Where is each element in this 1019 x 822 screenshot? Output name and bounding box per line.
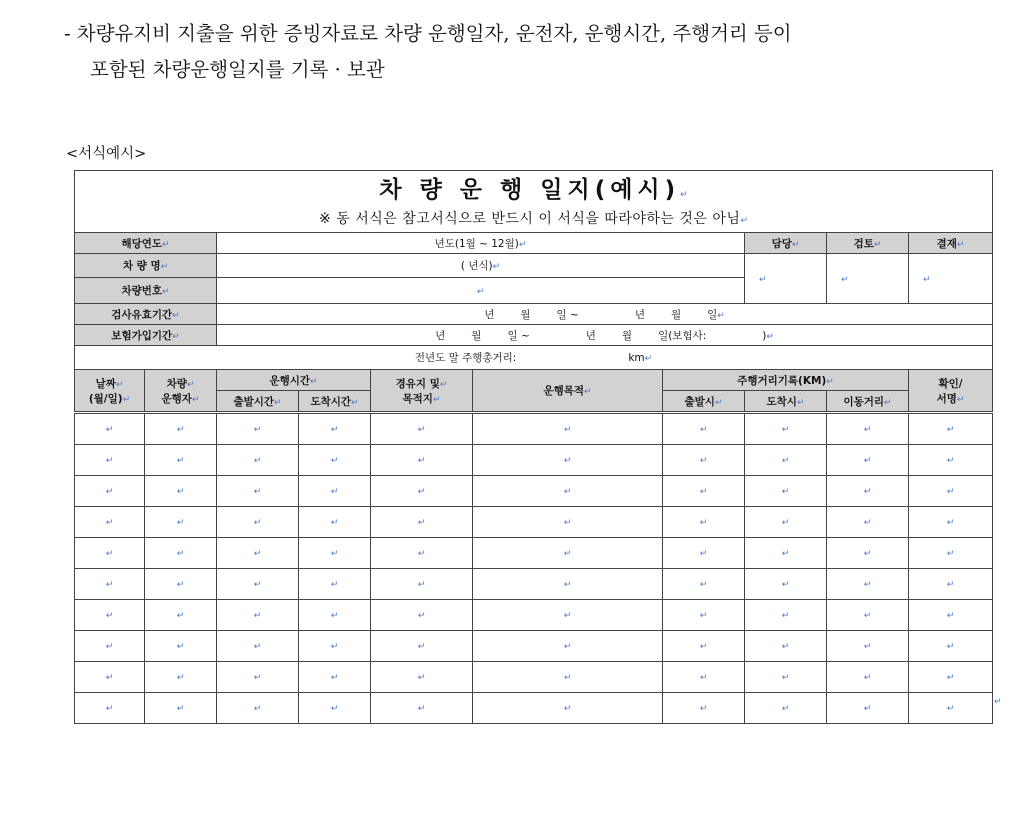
table-cell[interactable] (145, 693, 217, 724)
table-cell[interactable] (75, 538, 145, 569)
table-cell[interactable] (145, 569, 217, 600)
table-row (75, 662, 993, 693)
header-purpose: 운행목적↵ (473, 370, 663, 413)
form-title-cell (75, 171, 993, 205)
paragraph-mark-icon: ↵ (946, 642, 955, 652)
paragraph-mark-icon: ↵ (563, 611, 572, 621)
table-cell[interactable] (663, 600, 745, 631)
paragraph-mark-icon: ↵ (781, 549, 790, 559)
paragraph-mark-icon: ↵ (417, 518, 426, 528)
table-cell[interactable] (473, 662, 663, 693)
table-cell[interactable] (663, 507, 745, 538)
paragraph-mark-icon: ↵ (740, 216, 748, 226)
paragraph-mark-icon: ↵ (781, 456, 790, 466)
paragraph-mark-icon: ↵ (863, 611, 872, 621)
table-cell[interactable] (745, 631, 827, 662)
table-cell[interactable] (145, 600, 217, 631)
paragraph-mark-icon: ↵ (105, 611, 114, 621)
table-cell[interactable] (473, 693, 663, 724)
paragraph-mark-icon: ↵ (176, 642, 185, 652)
paragraph-mark-icon: ↵ (105, 704, 114, 714)
paragraph-mark-icon: ↵ (417, 580, 426, 590)
table-cell[interactable] (663, 413, 745, 445)
table-cell[interactable] (371, 631, 473, 662)
table-cell[interactable] (145, 631, 217, 662)
paragraph-mark-icon: ↵ (417, 704, 426, 714)
table-cell[interactable] (299, 693, 371, 724)
table-cell[interactable] (299, 662, 371, 693)
table-cell[interactable] (745, 476, 827, 507)
form-note-cell (75, 204, 993, 233)
table-cell[interactable] (75, 445, 145, 476)
paragraph-mark-icon: ↵ (105, 425, 114, 435)
header-distance: 주행거리기록(KM)↵ (663, 370, 909, 391)
table-cell[interactable] (371, 600, 473, 631)
paragraph-mark-icon: ↵ (253, 425, 262, 435)
header-depart-time: 출발시간↵ (217, 391, 299, 413)
table-cell[interactable] (217, 631, 299, 662)
table-cell[interactable] (827, 600, 909, 631)
table-cell[interactable] (909, 413, 993, 445)
paragraph-mark-icon: ↵ (176, 456, 185, 466)
header-confirm: 확인/ 서명↵ (909, 370, 993, 413)
intro-line-1: - 차량유지비 지출을 위한 증빙자료로 차량 운행일자, 운전자, 운행시간, 주행거리 등이 (64, 22, 792, 45)
table-cell[interactable] (299, 631, 371, 662)
paragraph-mark-icon: ↵ (563, 425, 572, 435)
table-cell[interactable] (663, 476, 745, 507)
table-cell[interactable] (371, 507, 473, 538)
intro-text (64, 16, 1014, 88)
table-row (75, 693, 993, 724)
table-cell[interactable] (473, 413, 663, 445)
table-cell[interactable] (909, 662, 993, 693)
paragraph-mark-icon: ↵ (176, 673, 185, 683)
table-cell[interactable] (909, 600, 993, 631)
table-cell[interactable] (75, 476, 145, 507)
table-cell[interactable] (473, 476, 663, 507)
paragraph-mark-icon: ↵ (781, 611, 790, 621)
paragraph-mark-icon: ↵ (946, 580, 955, 590)
table-cell[interactable] (217, 600, 299, 631)
header-driver: 차량↵ 운행자↵ (145, 370, 217, 413)
insurance-label: 보험가입기간↵ (75, 325, 217, 346)
paragraph-mark-icon: ↵ (105, 580, 114, 590)
table-cell[interactable] (371, 413, 473, 445)
paragraph-mark-icon: ↵ (417, 642, 426, 652)
table-cell[interactable] (745, 445, 827, 476)
paragraph-mark-icon: ↵ (863, 487, 872, 497)
vehicle-number-label: 차량번호↵ (75, 278, 217, 304)
table-cell[interactable] (827, 569, 909, 600)
table-cell[interactable] (909, 569, 993, 600)
paragraph-mark-icon: ↵ (781, 673, 790, 683)
paragraph-mark-icon: ↵ (563, 518, 572, 528)
table-cell[interactable] (827, 476, 909, 507)
table-cell[interactable] (299, 445, 371, 476)
table-cell[interactable] (371, 662, 473, 693)
form-note: ※ 동 서식은 참고서식으로 반드시 이 서식을 따라야하는 것은 아님 (319, 211, 741, 227)
paragraph-mark-icon: ↵ (946, 704, 955, 714)
paragraph-mark-icon: ↵ (253, 487, 262, 497)
table-cell[interactable] (145, 662, 217, 693)
table-cell[interactable] (217, 538, 299, 569)
table-cell[interactable] (745, 538, 827, 569)
header-moved: 이동거리↵ (827, 391, 909, 413)
paragraph-mark-icon: ↵ (563, 580, 572, 590)
table-cell[interactable] (217, 507, 299, 538)
header-date: 날짜↵ (월/일)↵ (75, 370, 145, 413)
paragraph-mark-icon: ↵ (680, 190, 688, 200)
paragraph-mark-icon: ↵ (253, 456, 262, 466)
paragraph-mark-icon: ↵ (253, 611, 262, 621)
paragraph-mark-icon: ↵ (946, 487, 955, 497)
paragraph-mark-icon: ↵ (563, 487, 572, 497)
vehicle-name-value: ( 년식)↵ (217, 254, 745, 278)
paragraph-mark-icon: ↵ (105, 518, 114, 528)
paragraph-mark-icon: ↵ (863, 580, 872, 590)
header-via: 경유지 및↵ 목적지↵ (371, 370, 473, 413)
table-cell[interactable] (371, 569, 473, 600)
table-cell[interactable] (663, 569, 745, 600)
table-cell[interactable] (473, 569, 663, 600)
table-cell[interactable] (745, 569, 827, 600)
paragraph-mark-icon: ↵ (863, 425, 872, 435)
paragraph-mark-icon: ↵ (253, 642, 262, 652)
paragraph-mark-icon: ↵ (105, 487, 114, 497)
approval-decision-sign: ↵ (909, 254, 993, 304)
table-cell[interactable] (145, 538, 217, 569)
table-cell[interactable] (299, 413, 371, 445)
table-cell[interactable] (909, 693, 993, 724)
header-time: 운행시간↵ (217, 370, 371, 391)
paragraph-mark-icon: ↵ (781, 518, 790, 528)
table-cell[interactable] (299, 538, 371, 569)
paragraph-mark-icon: ↵ (994, 697, 1002, 707)
table-cell[interactable] (827, 507, 909, 538)
paragraph-mark-icon: ↵ (330, 425, 339, 435)
paragraph-mark-icon: ↵ (781, 487, 790, 497)
paragraph-mark-icon: ↵ (253, 704, 262, 714)
paragraph-mark-icon: ↵ (176, 611, 185, 621)
paragraph-mark-icon: ↵ (253, 580, 262, 590)
log-rows (75, 413, 993, 724)
approval-decision-label: 결재↵ (909, 233, 993, 254)
table-cell[interactable] (909, 476, 993, 507)
table-cell[interactable] (75, 693, 145, 724)
paragraph-mark-icon: ↵ (699, 487, 708, 497)
table-cell[interactable] (909, 445, 993, 476)
approval-review-sign: ↵ (827, 254, 909, 304)
table-cell[interactable] (75, 662, 145, 693)
paragraph-mark-icon: ↵ (176, 704, 185, 714)
paragraph-mark-icon: ↵ (105, 549, 114, 559)
vehicle-name-label: 차 량 명↵ (75, 254, 217, 278)
table-cell[interactable] (217, 569, 299, 600)
paragraph-mark-icon: ↵ (563, 549, 572, 559)
paragraph-mark-icon: ↵ (781, 642, 790, 652)
paragraph-mark-icon: ↵ (253, 518, 262, 528)
paragraph-mark-icon: ↵ (330, 642, 339, 652)
paragraph-mark-icon: ↵ (781, 580, 790, 590)
paragraph-mark-icon: ↵ (176, 425, 185, 435)
table-cell[interactable] (371, 693, 473, 724)
paragraph-mark-icon: ↵ (176, 487, 185, 497)
paragraph-mark-icon: ↵ (863, 549, 872, 559)
table-cell[interactable] (299, 569, 371, 600)
table-cell[interactable] (909, 507, 993, 538)
paragraph-mark-icon: ↵ (253, 673, 262, 683)
vehicle-log-form (74, 170, 993, 724)
table-row (75, 631, 993, 662)
paragraph-mark-icon: ↵ (176, 580, 185, 590)
km-unit: km (628, 352, 645, 364)
table-cell[interactable] (745, 600, 827, 631)
total-distance-label: 전년도 말 주행총거리: (414, 352, 517, 364)
table-cell[interactable] (745, 413, 827, 445)
paragraph-mark-icon: ↵ (417, 611, 426, 621)
table-cell[interactable] (145, 413, 217, 445)
paragraph-mark-icon: ↵ (863, 642, 872, 652)
table-cell[interactable] (217, 476, 299, 507)
table-cell[interactable] (217, 662, 299, 693)
form-title: 차 량 운 행 일지(예시) (379, 177, 681, 203)
table-cell[interactable] (827, 693, 909, 724)
table-cell[interactable] (371, 476, 473, 507)
table-cell[interactable] (217, 413, 299, 445)
year-label: 해당연도↵ (75, 233, 217, 254)
inspection-label: 검사유효기간↵ (75, 304, 217, 325)
paragraph-mark-icon: ↵ (863, 673, 872, 683)
paragraph-mark-icon: ↵ (330, 487, 339, 497)
table-cell[interactable] (217, 693, 299, 724)
table-row (75, 507, 993, 538)
paragraph-mark-icon: ↵ (105, 456, 114, 466)
table-cell[interactable] (145, 476, 217, 507)
paragraph-mark-icon: ↵ (699, 611, 708, 621)
table-cell[interactable] (473, 631, 663, 662)
year-value: 년도(1월 ~ 12월)↵ (217, 233, 745, 254)
paragraph-mark-icon: ↵ (417, 673, 426, 683)
paragraph-mark-icon: ↵ (417, 487, 426, 497)
paragraph-mark-icon: ↵ (563, 642, 572, 652)
paragraph-mark-icon: ↵ (946, 611, 955, 621)
table-cell[interactable] (909, 631, 993, 662)
paragraph-mark-icon: ↵ (176, 549, 185, 559)
paragraph-mark-icon: ↵ (417, 425, 426, 435)
paragraph-mark-icon: ↵ (699, 580, 708, 590)
table-cell[interactable] (663, 538, 745, 569)
table-cell[interactable] (745, 662, 827, 693)
table-cell[interactable] (217, 445, 299, 476)
intro-line-2: 포함된 차량운행일지를 기록 · 보관 (90, 58, 385, 81)
table-cell[interactable] (473, 538, 663, 569)
paragraph-mark-icon: ↵ (946, 518, 955, 528)
insurance-value: 년 월 일 ~ 년 월 일(보험사: )↵ (217, 325, 993, 346)
table-cell[interactable] (145, 507, 217, 538)
table-cell[interactable] (473, 507, 663, 538)
approval-review-label: 검토↵ (827, 233, 909, 254)
paragraph-mark-icon: ↵ (563, 456, 572, 466)
table-cell[interactable] (745, 507, 827, 538)
paragraph-mark-icon: ↵ (699, 549, 708, 559)
paragraph-mark-icon: ↵ (563, 673, 572, 683)
table-cell[interactable] (827, 662, 909, 693)
paragraph-mark-icon: ↵ (699, 673, 708, 683)
example-label: <서식예시> (66, 146, 147, 162)
table-cell[interactable] (473, 600, 663, 631)
paragraph-mark-icon: ↵ (330, 549, 339, 559)
table-cell[interactable] (371, 445, 473, 476)
paragraph-mark-icon: ↵ (781, 425, 790, 435)
paragraph-mark-icon: ↵ (330, 518, 339, 528)
table-row (75, 538, 993, 569)
paragraph-mark-icon: ↵ (417, 456, 426, 466)
table-cell[interactable] (909, 538, 993, 569)
paragraph-mark-icon: ↵ (699, 642, 708, 652)
table-cell[interactable] (145, 445, 217, 476)
header-arrive-time: 도착시간↵ (299, 391, 371, 413)
paragraph-mark-icon: ↵ (699, 456, 708, 466)
paragraph-mark-icon: ↵ (176, 518, 185, 528)
table-row (75, 413, 993, 445)
table-cell[interactable] (473, 445, 663, 476)
table-cell[interactable] (75, 569, 145, 600)
paragraph-mark-icon: ↵ (946, 456, 955, 466)
table-row (75, 476, 993, 507)
table-cell[interactable] (371, 538, 473, 569)
table-cell[interactable] (827, 538, 909, 569)
table-cell[interactable] (663, 445, 745, 476)
paragraph-mark-icon: ↵ (781, 704, 790, 714)
paragraph-mark-icon: ↵ (253, 549, 262, 559)
paragraph-mark-icon: ↵ (863, 704, 872, 714)
table-cell[interactable] (75, 413, 145, 445)
paragraph-mark-icon: ↵ (330, 673, 339, 683)
paragraph-mark-icon: ↵ (563, 704, 572, 714)
table-cell[interactable] (299, 600, 371, 631)
table-cell[interactable] (663, 662, 745, 693)
paragraph-mark-icon: ↵ (330, 704, 339, 714)
total-distance-row: 전년도 말 주행총거리: km↵ (75, 346, 993, 370)
table-row (75, 569, 993, 600)
paragraph-mark-icon: ↵ (946, 673, 955, 683)
table-cell[interactable] (745, 693, 827, 724)
table-cell[interactable] (299, 507, 371, 538)
table-row (75, 445, 993, 476)
paragraph-mark-icon: ↵ (699, 518, 708, 528)
paragraph-mark-icon: ↵ (699, 704, 708, 714)
table-cell[interactable] (299, 476, 371, 507)
paragraph-mark-icon: ↵ (699, 425, 708, 435)
table-cell[interactable] (827, 413, 909, 445)
table-cell[interactable] (75, 600, 145, 631)
approval-charge-label: 담당↵ (745, 233, 827, 254)
paragraph-mark-icon: ↵ (863, 456, 872, 466)
approval-charge-sign: ↵ (745, 254, 827, 304)
inspection-value: 년 월 일 ~ 년 월 일↵ (217, 304, 993, 325)
paragraph-mark-icon: ↵ (105, 673, 114, 683)
vehicle-number-value: ↵ (217, 278, 745, 304)
paragraph-mark-icon: ↵ (863, 518, 872, 528)
table-cell[interactable] (663, 693, 745, 724)
table-cell[interactable] (663, 631, 745, 662)
header-depart: 출발시↵ (663, 391, 745, 413)
paragraph-mark-icon: ↵ (330, 611, 339, 621)
paragraph-mark-icon: ↵ (417, 549, 426, 559)
table-row (75, 600, 993, 631)
paragraph-mark-icon: ↵ (946, 425, 955, 435)
paragraph-mark-icon: ↵ (946, 549, 955, 559)
table-cell[interactable] (75, 631, 145, 662)
paragraph-mark-icon: ↵ (105, 642, 114, 652)
header-arrive: 도착시↵ (745, 391, 827, 413)
paragraph-mark-icon: ↵ (330, 456, 339, 466)
table-cell[interactable] (827, 445, 909, 476)
table-cell[interactable] (75, 507, 145, 538)
table-cell[interactable] (827, 631, 909, 662)
paragraph-mark-icon: ↵ (330, 580, 339, 590)
